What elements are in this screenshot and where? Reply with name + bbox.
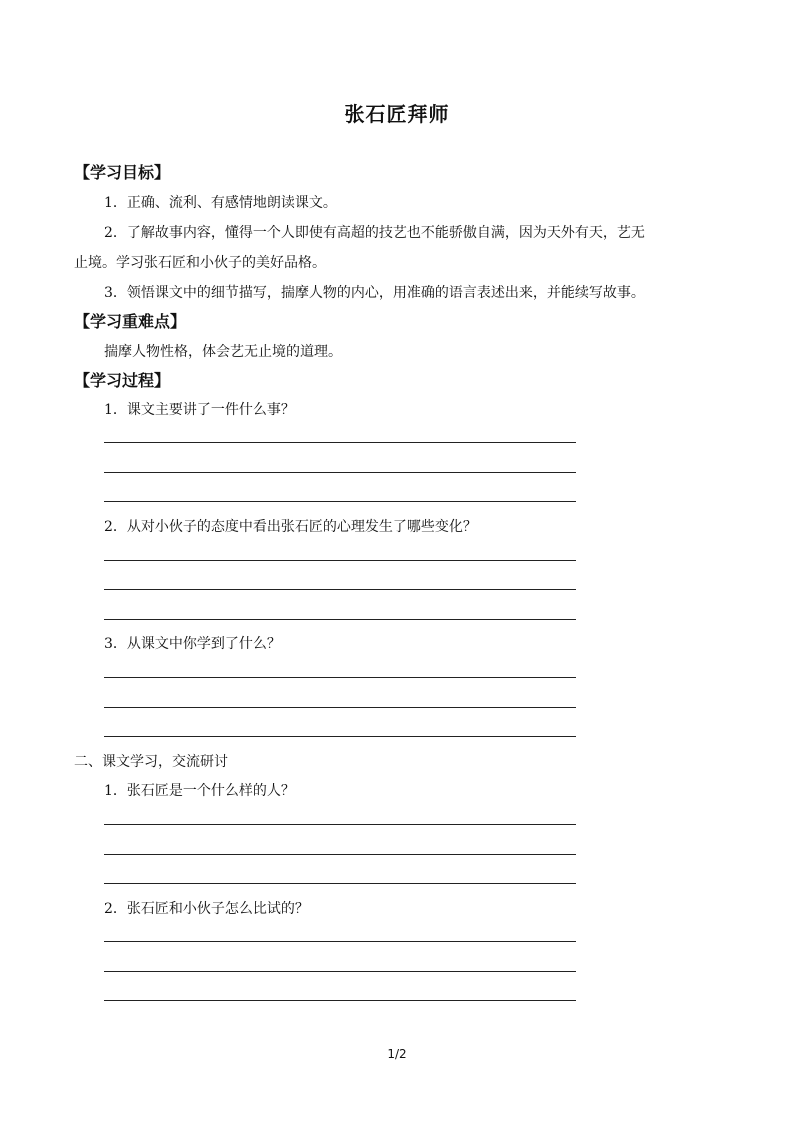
answer-line[interactable] bbox=[104, 501, 576, 502]
page-title: 张石匠拜师 bbox=[344, 102, 450, 126]
answer-line[interactable] bbox=[104, 677, 576, 678]
objective-item: 1．正确、流利、有感情地朗读课文。 bbox=[104, 195, 337, 211]
objectives-heading: 【学习目标】 bbox=[74, 163, 171, 182]
part-two-question: 1．张石匠是一个什么样的人？ bbox=[104, 783, 295, 799]
answer-line[interactable] bbox=[104, 472, 576, 473]
answer-line[interactable] bbox=[104, 589, 576, 590]
answer-line[interactable] bbox=[104, 442, 576, 443]
objective-item: 2．了解故事内容，懂得一个人即使有高超的技艺也不能骄傲自满，因为天外有天，艺无 bbox=[104, 225, 645, 241]
key-points-heading: 【学习重难点】 bbox=[74, 312, 187, 331]
objective-item-continuation: 止境。学习张石匠和小伙子的美好品格。 bbox=[74, 255, 326, 271]
answer-line[interactable] bbox=[104, 971, 576, 972]
answer-line[interactable] bbox=[104, 707, 576, 708]
answer-line[interactable] bbox=[104, 883, 576, 884]
part-two-heading: 二、课文学习，交流研讨 bbox=[74, 754, 228, 770]
process-question: 2．从对小伙子的态度中看出张石匠的心理发生了哪些变化？ bbox=[104, 519, 477, 535]
process-question: 1．课文主要讲了一件什么事？ bbox=[104, 402, 295, 418]
answer-line[interactable] bbox=[104, 854, 576, 855]
answer-line[interactable] bbox=[104, 619, 576, 620]
part-two-question: 2．张石匠和小伙子怎么比试的？ bbox=[104, 901, 309, 917]
answer-line[interactable] bbox=[104, 736, 576, 737]
answer-line[interactable] bbox=[104, 1000, 576, 1001]
process-heading: 【学习过程】 bbox=[74, 371, 171, 390]
answer-line[interactable] bbox=[104, 941, 576, 942]
answer-line[interactable] bbox=[104, 824, 576, 825]
process-question: 3．从课文中你学到了什么？ bbox=[104, 636, 281, 652]
key-points-text: 揣摩人物性格，体会艺无止境的道理。 bbox=[104, 344, 342, 360]
answer-line[interactable] bbox=[104, 560, 576, 561]
page-number: 1/2 bbox=[387, 1047, 407, 1061]
objective-item: 3．领悟课文中的细节描写，揣摩人物的内心，用准确的语言表述出来，并能续写故事。 bbox=[104, 285, 645, 301]
